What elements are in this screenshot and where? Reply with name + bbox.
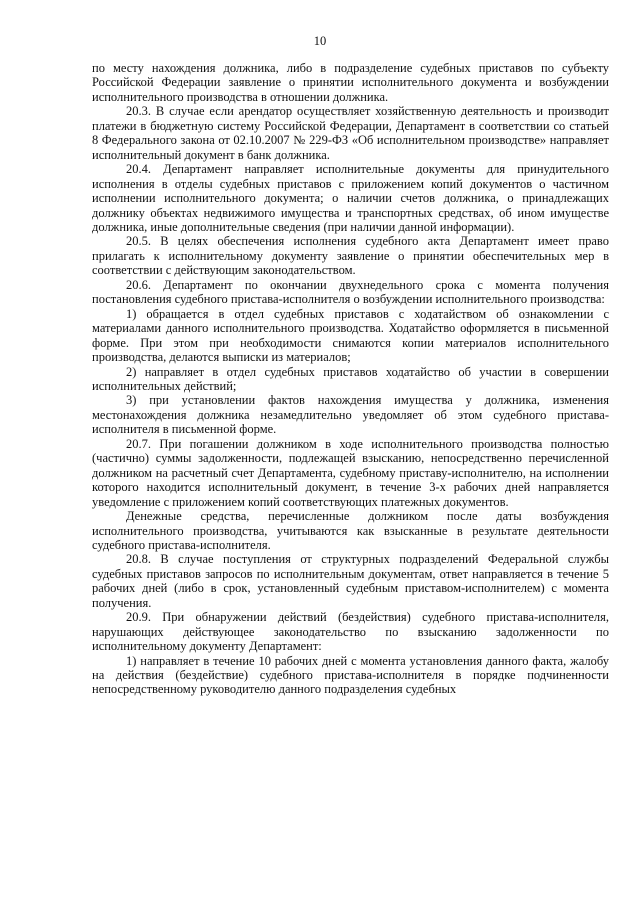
list-item-20-9-1: 1) направляет в течение 10 рабочих дней с момента установления данного факта, жалобу на действия (бездействие) судебного пристава-исполнителя в порядке подчиненности непосредственному руководителю данного подразделения судебных	[92, 653, 609, 697]
list-item-20-6-2: 2) направляет в отдел судебных приставов ходатайство об участии в совершении исполнительных действий;	[92, 364, 609, 393]
paragraph-20-6: 20.6. Департамент по окончании двухнедельного срока с момента получения постановления судебного пристава-исполнителя о возбуждении исполнительного производства:	[92, 277, 609, 307]
document-body	[92, 61, 609, 697]
paragraph-20-5: 20.5. В целях обеспечения исполнения судебного акта Департамент имеет право прилагать к исполнительному документу заявление о принятии обеспечительных мер в соответствии с действующим законодательством.	[92, 234, 609, 278]
paragraph-continuation: по месту нахождения должника, либо в подразделение судебных приставов по субъекту Российской Федерации заявление о принятии исполнительного документа и возбуждении исполнительного производства в отношении должника.	[92, 61, 609, 104]
paragraph-20-7: 20.7. При погашении должником в ходе исполнительного производства полностью (частично) суммы задолженности, подлежащей взысканию, непосредственно перечисленной должником на расчетный счет Департамента, судебному приставу-исполнителю, на исполнении которого находится исполнительный документ, в течение 3-х рабочих дней направляется уведомление с приложением копий соответствующих платежных документов.	[92, 436, 609, 509]
page-number: 10	[313, 34, 327, 48]
paragraph-20-8: 20.8. В случае поступления от структурных подразделений Федеральной службы судебных приставов запросов по исполнительным документам, ответ направляется в течение 5 рабочих дней (либо в срок, установленный судебным приставом-исполнителем) с момента получения.	[92, 552, 609, 610]
list-item-20-6-1: 1) обращается в отдел судебных приставов с ходатайством об ознакомлении с материалами данного исполнительного производства. Ходатайство оформляется в письменной форме. При этом при необходимости снимаются копии материалов исполнительного производства, делаются выписки из материалов;	[92, 306, 609, 365]
paragraph-20-3: 20.3. В случае если арендатор осуществляет хозяйственную деятельность и производит платежи в бюджетную систему Российской Федерации, Департамент в соответствии со статьей 8 Федерального закона от 02.10.2007 № 229-ФЗ «Об исполнительном производстве» направляет исполнительный документ в банк должника.	[92, 104, 609, 162]
list-item-20-6-3: 3) при установлении фактов нахождения имущества у должника, изменения местонахождения должника незамедлительно уведомляет об этом судебного пристава-исполнителя в письменной форме.	[92, 393, 609, 437]
paragraph-20-7-funds: Денежные средства, перечисленные должником после даты возбуждения исполнительного производства, учитываются как взысканные в результате деятельности судебного пристава-исполнителя.	[92, 509, 609, 552]
paragraph-20-9: 20.9. При обнаружении действий (бездействия) судебного пристава-исполнителя, нарушающих действующее законодательство по взысканию задолженности по исполнительному документу Департамент:	[92, 610, 609, 654]
paragraph-20-4: 20.4. Департамент направляет исполнительные документы для принудительного исполнения в отделы судебных приставов с приложением копий документов о частичном исполнении исполнительного документа; о наличии счетов должника, о принадлежащих должнику объектах недвижимого имущества и транспортных средствах, об ином имуществе должника, иные дополнительные сведения (при наличии данной информации).	[92, 162, 609, 234]
